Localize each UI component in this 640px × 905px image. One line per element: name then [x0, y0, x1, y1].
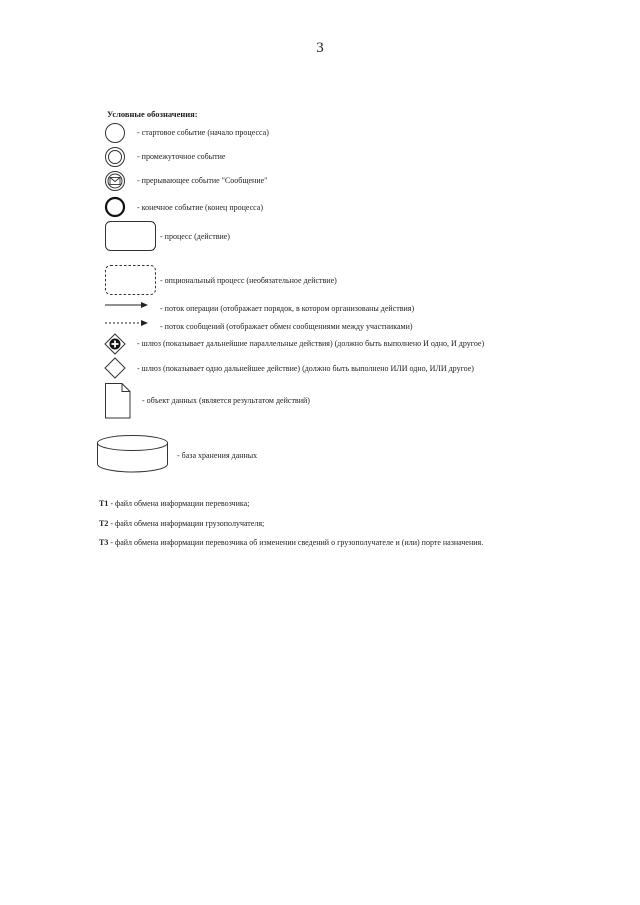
- intermediate-event-icon: [104, 146, 126, 168]
- note-code: T1: [99, 499, 109, 508]
- legend-title: Условные обозначения:: [107, 109, 198, 119]
- end-event-icon: [104, 196, 126, 218]
- legend-label-parallel-gateway: - шлюз (показывает дальнейшие параллельные действия) (должно быть выполнено И одно, И другое): [137, 339, 485, 348]
- message-interrupt-event-icon: [104, 170, 126, 192]
- note-t1: [99, 499, 249, 508]
- note-text: - файл обмена информации перевозчика об изменении сведений о грузополучателе и (или) порте назначения.: [108, 538, 484, 547]
- data-store-icon: [97, 435, 169, 473]
- legend-label-data-object: - объект данных (является результатом действий): [142, 396, 310, 405]
- legend-label-exclusive-gateway: - шлюз (показывает одно дальнейшее действие) (должно быть выполнено ИЛИ одно, ИЛИ другое): [137, 364, 474, 373]
- legend-label-data-store: - база хранения данных: [177, 451, 258, 460]
- sequence-flow-icon: [105, 300, 149, 310]
- optional-process-icon: [105, 265, 157, 296]
- legend-label-start-event: - стартовое событие (начало процесса): [137, 128, 269, 137]
- legend-label-optional-process: - опциональный процесс (необязательное действие): [160, 276, 337, 285]
- note-code: T3: [99, 538, 109, 547]
- process-icon: [105, 221, 157, 252]
- legend-label-message-event: - прерывающее событие "Сообщение": [137, 176, 268, 185]
- note-code: T2: [99, 519, 109, 528]
- start-event-icon: [104, 122, 126, 144]
- legend-label-process: - процесс (действие): [160, 232, 230, 241]
- legend-label-end-event: - конечное событие (конец процесса): [137, 203, 264, 212]
- note-text: - файл обмена информации грузополучателя;: [108, 519, 265, 528]
- parallel-gateway-icon: [104, 333, 126, 355]
- message-flow-icon: [105, 318, 149, 328]
- page-number: 3: [316, 40, 324, 56]
- note-t3: [99, 538, 483, 547]
- note-text: - файл обмена информации перевозчика;: [108, 499, 250, 508]
- data-object-icon: [105, 383, 131, 419]
- exclusive-gateway-icon: [104, 357, 126, 379]
- note-t2: [99, 519, 264, 528]
- legend-label-message-flow: - поток сообщений (отображает обмен сообщениями между участниками): [160, 322, 413, 331]
- legend-label-sequence-flow: - поток операции (отображает порядок, в котором организованы действия): [160, 304, 415, 313]
- legend-label-intermediate-event: - промежуточное событие: [137, 152, 226, 161]
